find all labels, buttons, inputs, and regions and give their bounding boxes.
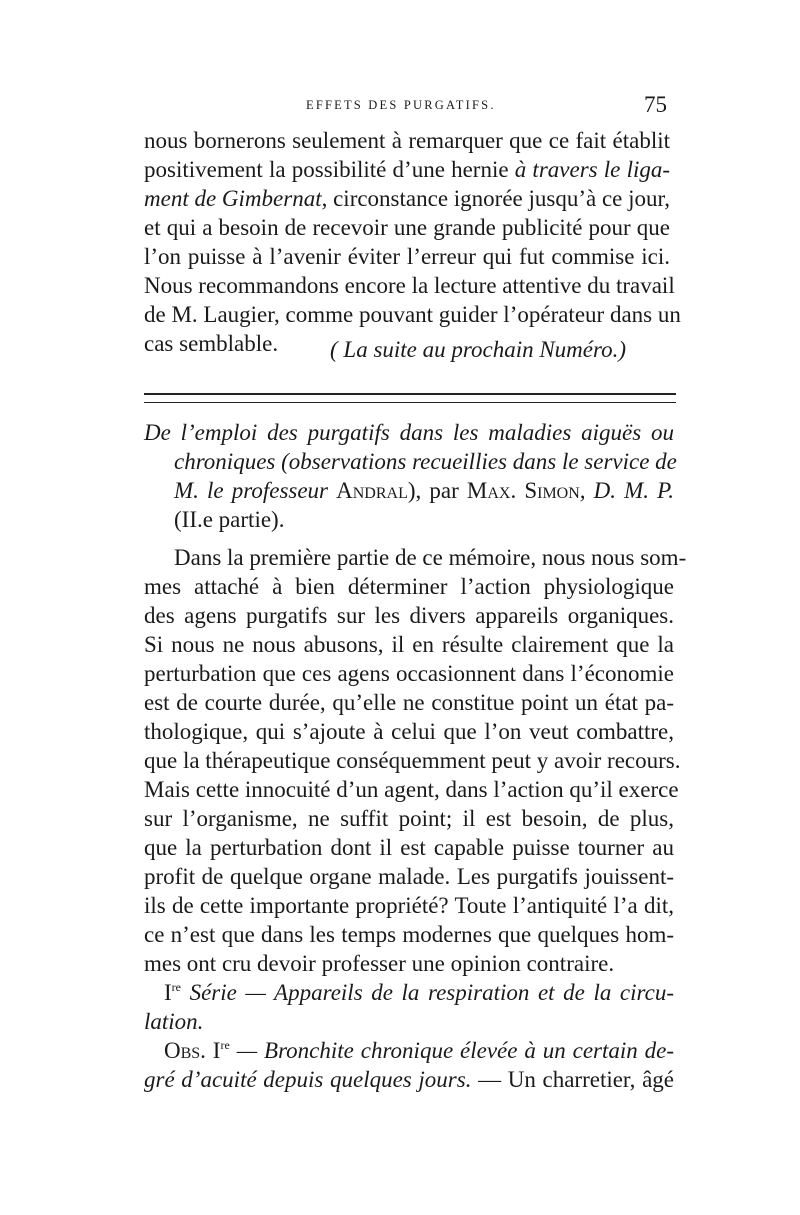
text-line: cas semblable. (144, 331, 279, 356)
page-number: 75 (644, 92, 667, 117)
title-line: De l’emploi des purgatifs dans les maladies aiguës ou (144, 420, 674, 445)
title-line: chroniques (observations recueillies dans le service de (174, 449, 677, 474)
text-line: profit de quelque organe malade. Les purgatifs jouissent- (144, 864, 674, 889)
text-line: sur l’organisme, ne suffit point; il est besoin, de plus, (144, 806, 674, 831)
title-line: M. le professeur Andral), par Max. Simon, D. M. P. (174, 478, 675, 503)
text-line: de M. Laugier, comme pouvant guider l’opérateur dans un (144, 302, 681, 327)
text-line: Nous recommandons encore la lecture attentive du travail (144, 273, 675, 298)
text-line: ils de cette importante propriété? Toute l’antiquité l’a dit, (144, 893, 674, 918)
text-line: Si nous ne nous abusons, il en résulte clairement que la (144, 632, 674, 657)
text-line: que la thérapeutique conséquemment peut y avoir recours. (144, 748, 681, 773)
series-heading-cont: lation. (144, 1009, 204, 1034)
observation-line: gré d’acuité depuis quelques jours. — Un charretier, âgé (144, 1067, 674, 1092)
observation-heading: Obs. Ire — Bronchite chronique élevée à un certain de- (164, 1038, 675, 1063)
text-line: Dans la première partie de ce mémoire, nous nous som- (174, 545, 687, 570)
carryover-paragraph (144, 126, 681, 358)
text-line: ce n’est que dans les temps modernes que quelques hom- (144, 922, 674, 947)
title-line: (II.e partie). (174, 507, 285, 532)
text-line: l’on puisse à l’avenir éviter l’erreur qui fut commise ici. (144, 244, 670, 269)
text-line: thologique, qui s’ajoute à celui que l’on veut combattre, (144, 719, 674, 744)
article-body (144, 543, 687, 1094)
text-line: est de courte durée, qu’elle ne constitue point un état pa- (144, 690, 674, 715)
continuation-note: ( La suite au prochain Numéro.) (330, 337, 627, 362)
text-line: et qui a besoin de recevoir une grande publicité pour que (144, 215, 670, 240)
text-line: que la perturbation dont il est capable puisse tourner au (144, 835, 674, 860)
running-head: EFFETS DES PURGATIFS. (306, 98, 496, 112)
section-divider-thin (144, 402, 676, 403)
text-line: positivement la possibilité d’une hernie à travers le liga- (144, 157, 671, 182)
text-line: Mais cette innocuité d’un agent, dans l’action qu’il exerce (144, 777, 679, 802)
text-line: ment de Gimbernat, circonstance ignorée jusqu’à ce jour, (144, 186, 671, 211)
series-heading: Ire Série — Appareils de la respiration et de la circu- (164, 980, 674, 1005)
text-line: nous bornerons seulement à remarquer que ce fait établit (144, 128, 670, 153)
article-title (144, 418, 677, 534)
text-line: mes attaché à bien déterminer l’action physiologique (144, 574, 674, 599)
text-line: des agens purgatifs sur les divers appareils organiques. (144, 603, 674, 628)
text-line: mes ont cru devoir professer une opinion contraire. (144, 951, 615, 976)
text-line: perturbation que ces agens occasionnent dans l’économie (144, 661, 674, 686)
section-divider-thick (144, 393, 676, 395)
page-header (0, 92, 800, 122)
